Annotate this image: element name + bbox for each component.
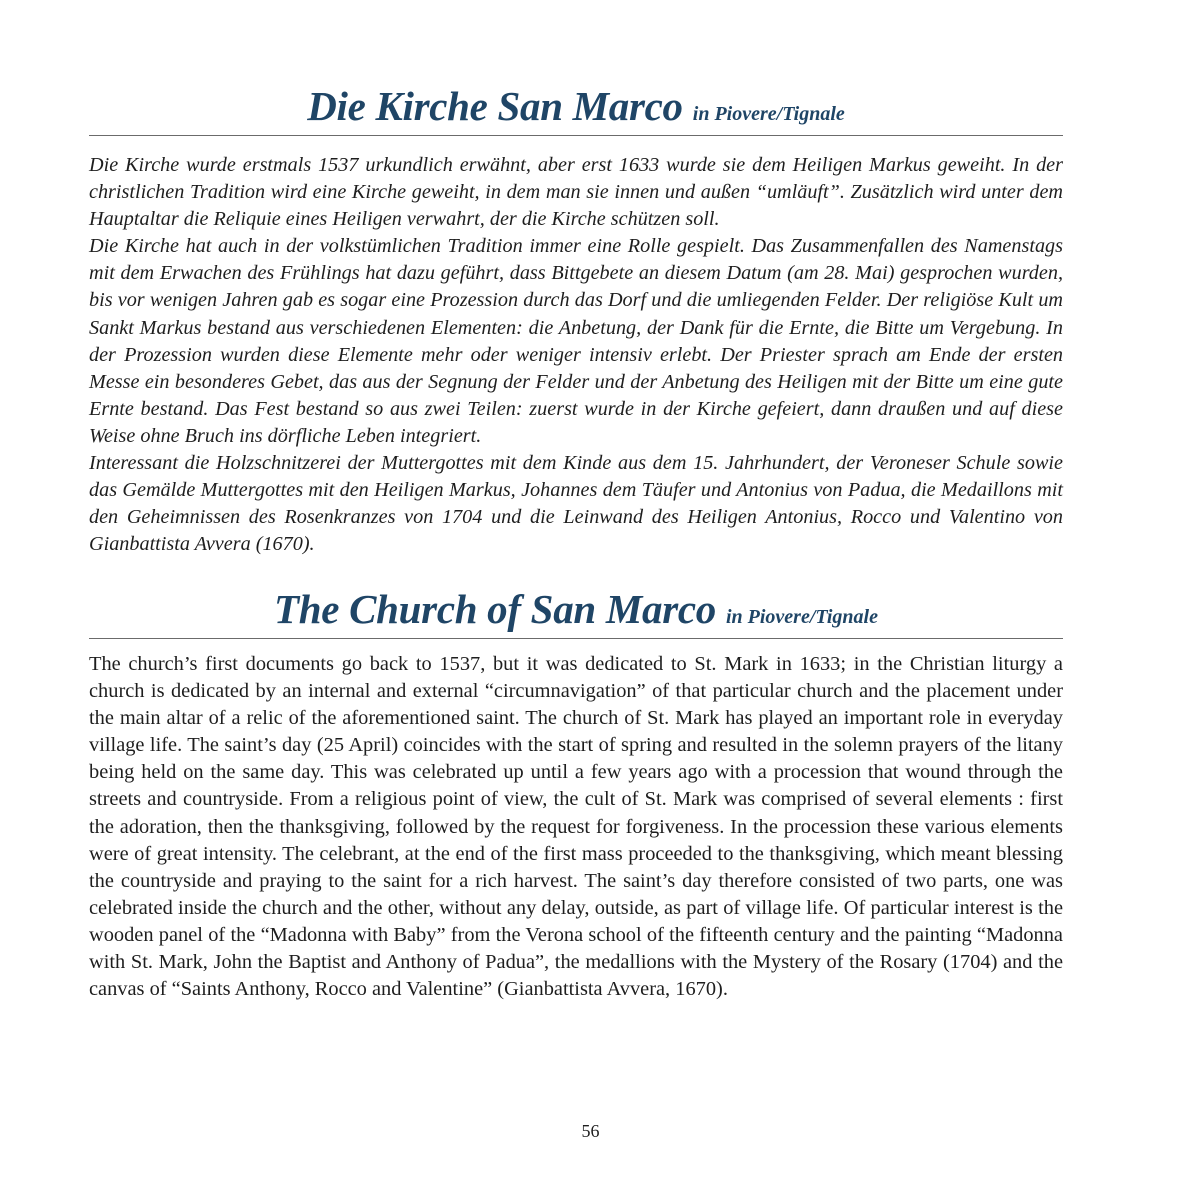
english-body (89, 651, 1063, 1003)
english-subtitle: in Piovere/Tignale (725, 606, 878, 628)
german-body (89, 152, 1063, 558)
english-title: The Church of San Marco (274, 586, 716, 632)
english-paragraph-1: The church’s first documents go back to 1537, but it was dedicated to St. Mark in 1633; in the Christian liturgy a church is dedicated by an internal and external “circumnavigation” of that particular church and the placement under the main altar of a relic of the aforementioned saint. The church of St. Mark has played an important role in everyday village life. The saint’s day (25 April) coincides with the start of spring and resulted in the solemn prayers of the litany being held on the same day. This was celebrated up until a few years ago with a procession that wound through the streets and countryside. From a religious point of view, the cult of St. Mark was comprised of several elements : first the adoration, then the thanksgiving, followed by the request for forgiveness. In the procession these various elements were of great intensity. The celebrant, at the end of the first mass proceeded to the thanksgiving, which meant blessing the countryside and praying to the saint for a rich harvest. The saint’s day therefore consisted of two parts, one was celebrated inside the church and the other, without any delay, outside, as part of village life. Of particular interest is the wooden panel of the “Madonna with Baby” from the Verona school of the fifteenth century and the painting “Madonna with St. Mark, John the Baptist and Anthony of Padua”, the medallions with the Mystery of the Rosary (1704) and the canvas of “Saints Anthony, Rocco and Valentine” (Gianbattista Avvera, 1670). (89, 653, 1063, 1001)
german-paragraph-2: Die Kirche hat auch in der volkstümlichen Tradition immer eine Rolle gespielt. Das Zusammenfallen des Namenstags mit dem Erwachen des Frühlings hat dazu geführt, dass Bittgebete an diesem Datum (am 28. Mai) gesprochen wurden, bis vor wenigen Jahren gab es sogar eine Prozession durch das Dorf und die umliegenden Felder. Der religiöse Kult um Sankt Markus bestand aus verschiedenen Elementen: die Anbetung, der Dank für die Ernte, die Bitte um Vergebung. In der Prozession wurden diese Elemente mehr oder weniger intensiv erlebt. Der Priester sprach am Ende der ersten Messe ein besonderes Gebet, das aus der Segnung der Felder und der Anbetung des Heiligen mit der Bitte um eine gute Ernte bestand. Das Fest bestand so aus zwei Teilen: zuerst wurde in der Kirche gefeiert, dann draußen und auf diese Weise ohne Bruch ins dörfliche Leben integriert. (89, 235, 1063, 447)
page-number: 56 (581, 1121, 600, 1141)
german-paragraph-1: Die Kirche wurde erstmals 1537 urkundlich erwähnt, aber erst 1633 wurde sie dem Heiligen Markus geweiht. In der christlichen Tradition wird eine Kirche geweiht, in dem man sie innen und außen “umläuft”. Zusätzlich wird unter dem Hauptaltar die Reliquie eines Heiligen verwahrt, der die Kirche schützen soll. (89, 154, 1063, 231)
german-paragraph-3: Interessant die Holzschnitzerei der Muttergottes mit dem Kinde aus dem 15. Jahrhundert, der Veroneser Schule sowie das Gemälde Muttergottes mit den Heiligen Markus, Johannes dem Täufer und Antonius von Padua, die Medaillons mit den Geheimnissen des Rosenkranzes von 1704 und die Leinwand des Heiligen Antonius, Rocco und Valentino von Gianbattista Avvera (1670). (89, 452, 1063, 556)
german-section-header (89, 80, 1063, 136)
german-title: Die Kirche San Marco (307, 83, 683, 129)
german-subtitle: in Piovere/Tignale (692, 103, 845, 125)
english-section-header (89, 582, 1063, 639)
